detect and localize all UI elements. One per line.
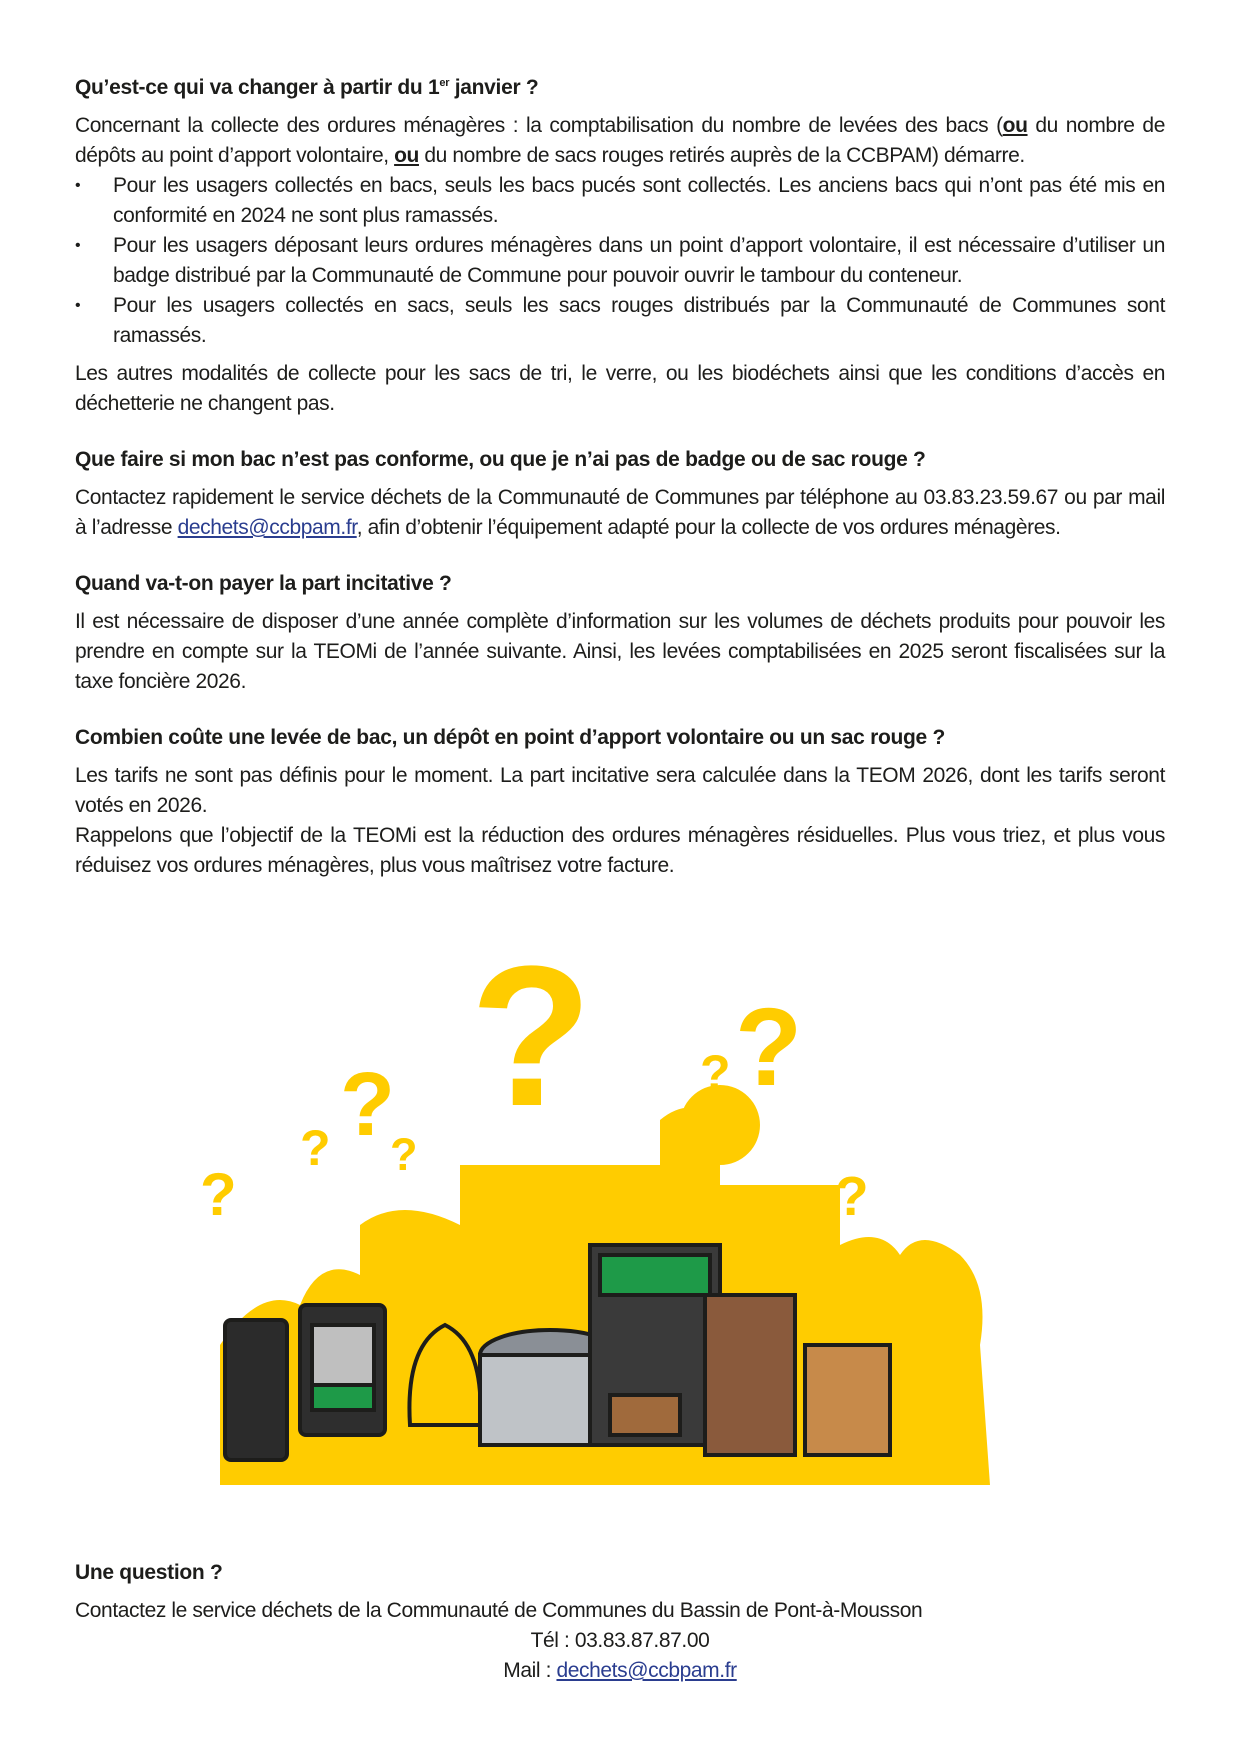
- black-bin-icon: [225, 1320, 287, 1460]
- document-body: [75, 68, 1165, 907]
- question-mark-icon: ?: [700, 1045, 731, 1101]
- question-mark-icon: ?: [470, 925, 593, 1148]
- section-heading: Combien coûte une levée de bac, un dépôt en point d’apport volontaire ou un sac rouge ?: [75, 726, 945, 749]
- email-link[interactable]: dechets@ccbpam.fr: [556, 1659, 737, 1682]
- section-when-pay: [75, 569, 1165, 697]
- bullet-list: [75, 171, 1165, 351]
- contact-text: Contactez le service déchets de la Communauté de Communes du Bassin de Pont-à-Mousson: [75, 1599, 923, 1622]
- paragraph: Les tarifs ne sont pas définis pour le moment. La part incitative sera calculée dans la TEOM 2026, dont les tarifs seront votés en 2026.: [75, 764, 1165, 817]
- section-nonconform: [75, 445, 1165, 543]
- section-cost: [75, 723, 1165, 881]
- paragraph: Rappelons que l’objectif de la TEOMi est la réduction des ordures ménagères résiduelles. Plus vous triez, et plus vous réduisez vos ordures ménagères, plus vous maîtrisez votre facture.: [75, 824, 1165, 877]
- brown-container-icon: [705, 1295, 795, 1455]
- paragraph: Les autres modalités de collecte pour les sacs de tri, le verre, ou les biodéchets ainsi que les conditions d’accès en déchetterie ne changent pas.: [75, 362, 1165, 415]
- question-mark-icon: ?: [835, 1165, 869, 1227]
- list-item: • Pour les usagers déposant leurs ordures ménagères dans un point d’apport volontaire, il est nécessaire d’utiliser un badge distribué par la Communauté de Commune pour pouvoir ouvrir le tambour du conteneur.: [75, 231, 1165, 291]
- compost-bin-icon: [805, 1345, 890, 1455]
- paragraph: Contactez rapidement le service déchets de la Communauté de Communes par téléphone au 03.83.23.59.67 ou par mail à l’adresse dechets@ccbpam.fr, afin d’obtenir l’équipement adapté pour la collecte de vos ordures ménagères.: [75, 486, 1165, 539]
- waste-containers-illustration: [200, 925, 1040, 1545]
- contact-heading: Une question ?: [75, 1561, 223, 1584]
- question-mark-icon: ?: [390, 1129, 418, 1180]
- section-heading: Que faire si mon bac n’est pas conforme, ou que je n’ai pas de badge ou de sac rouge ?: [75, 448, 926, 471]
- question-mark-icon: ?: [735, 986, 803, 1109]
- paragraph: Concernant la collecte des ordures ménagères : la comptabilisation du nombre de levées des bacs (ou du nombre de dépôts au point d’apport volontaire, ou du nombre de sacs rouges retirés auprès de la CCBPAM) démarre.: [75, 114, 1165, 167]
- question-mark-icon: ?: [300, 1120, 331, 1176]
- section-changes: [75, 68, 1165, 419]
- contact-block: [75, 1558, 1165, 1686]
- list-item: • Pour les usagers collectés en bacs, seuls les bacs pucés sont collectés. Les anciens bacs qui n’ont pas été mis en conformité en 2024 ne sont plus ramassés.: [75, 171, 1165, 231]
- small-bin-icon: [610, 1395, 680, 1435]
- contact-mail: Mail : dechets@ccbpam.fr: [503, 1659, 737, 1682]
- contact-phone: Tél : 03.83.87.87.00: [530, 1629, 710, 1652]
- list-item: • Pour les usagers collectés en sacs, seuls les sacs rouges distribués par la Communauté de Communes sont ramassés.: [75, 291, 1165, 351]
- paragraph: Il est nécessaire de disposer d’une année complète d’information sur les volumes de déchets produits pour pouvoir les prendre en compte sur la TEOMi de l’année suivante. Ainsi, les levées comptabilisées en 2025 seront fiscalisées sur la taxe foncière 2026.: [75, 610, 1165, 693]
- email-link[interactable]: dechets@ccbpam.fr: [177, 516, 357, 539]
- question-mark-icon: ?: [340, 1055, 395, 1155]
- section-heading: Qu’est-ce qui va changer à partir du 1er janvier ?: [75, 76, 539, 99]
- section-heading: Quand va-t-on payer la part incitative ?: [75, 572, 452, 595]
- question-mark-icon: ?: [200, 1161, 237, 1228]
